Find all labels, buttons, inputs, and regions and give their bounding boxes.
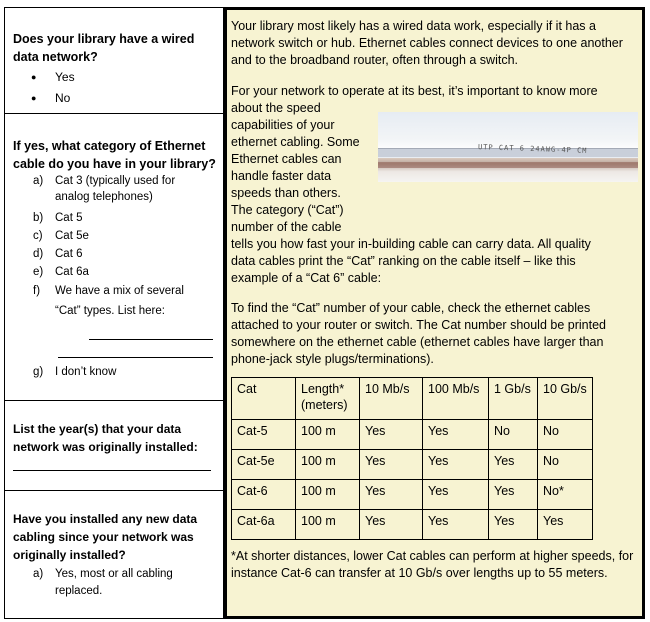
question-text: If yes, what category of Ethernet cable do you have in your library? [13,139,216,171]
header-cat: Cat [232,378,296,420]
header-10mbs: 10 Mb/s [360,378,423,420]
list-here-blank-1[interactable] [89,339,213,340]
question-text: List the year(s) that your data network was originally installed: [13,422,198,454]
question-install-year [5,400,223,491]
install-year-blank[interactable] [13,470,211,471]
cat6-cable-photo [378,112,638,182]
question-new-cabling [5,490,223,620]
intro-paragraph: Your library most likely has a wired data work, especially if it has a network switch or hub. Ethernet cables connect devices to one another and to the broadband router, often through a switch. [231,19,623,67]
option-yes[interactable]: ● Yes [5,68,75,86]
option-no[interactable]: ● No [5,89,70,107]
table-header-row [232,378,593,420]
cable-info-panel: Your library most likely has a wired data work, especially if it has a network switch or hub. Ethernet cables connect devices to one another and to the broadband router, often through a switch. For your network to operate at its best, it’s important to know more about the speed capabilities of your ethernet cabling. Some Ethernet cables can handle faster data speeds than others. The category (“Cat”) number of the cable tells you how fast your in-building cable can carry data. All quality data cables print the “Cat” ranking on the cable itself – like this example of a “Cat 6” cable: UTP CAT 6 24AWG-4P CM To find the “Cat” number of your cable, check the ethernet cables attached to your router or switch. The Cat number should be printed somewhere on the ethernet cable (ethernet cables have larger than phone-jack style plugs/terminations). Cat Length* (meters) 10 Mb/s 100 Mb/s 1 Gb/s 10 Gb/s Cat-5 100 m Yes Yes No No Cat-5e 100 m Yes Yes Yes No Cat-6 100 m Yes Yes Yes No* Cat-6a 100 m Yes Yes Yes Yes *At shorter distances, lower Cat cables can perform at higher speeds, for instance Cat-6 can transfer at 10 Gb/s over lengths up to 55 meters. [224,7,645,619]
table-row: Cat-6a 100 m Yes Yes Yes Yes [232,510,593,540]
question-cable-category [5,113,223,401]
table-row: Cat-6 100 m Yes Yes Yes No* [232,480,593,510]
list-here-blank-2[interactable] [58,357,213,358]
footnote: *At shorter distances, lower Cat cables can perform at higher speeds, for instance Cat-6 can transfer at 10 Gb/s over lengths up to 55 meters. [231,549,634,580]
header-length: Length* (meters) [296,378,360,420]
option-cat5e[interactable]: c) Cat 5e [33,230,89,242]
cable-print-text: UTP CAT 6 24AWG-4P CM [477,143,588,155]
option-most-replaced[interactable]: a) Yes, most or all cabling replaced. [33,568,173,597]
option-mixed[interactable]: f) We have a mix of several “Cat” types. List here: [33,285,184,317]
table-row: Cat-5 100 m Yes Yes No No [232,420,593,450]
option-cat3[interactable]: a) Cat 3 (typically used for analog telephones) [33,175,176,203]
option-dont-know[interactable]: g) I don’t know [33,366,117,378]
option-cat6[interactable]: d) Cat 6 [33,248,83,260]
table-row: Cat-5e 100 m Yes Yes Yes No [232,450,593,480]
question-text: Does your library have a wired data network? [13,32,195,64]
question-wired-network [5,8,223,114]
survey-questions-column [4,7,224,619]
header-1gbs: 1 Gb/s [489,378,538,420]
find-cat-paragraph: To find the “Cat” number of your cable, check the ethernet cables attached to your router or switch. The Cat number should be printed somewhere on the ethernet cable (ethernet cables have larger than phone-jack style plugs/terminations). [231,301,606,366]
header-10gbs: 10 Gb/s [538,378,593,420]
cable-speed-table [231,377,593,540]
option-cat6a[interactable]: e) Cat 6a [33,266,89,278]
question-text: Have you installed any new data cabling since your network was originally installed? [13,512,198,562]
option-cat5[interactable]: b) Cat 5 [33,212,83,224]
header-100mbs: 100 Mb/s [423,378,489,420]
